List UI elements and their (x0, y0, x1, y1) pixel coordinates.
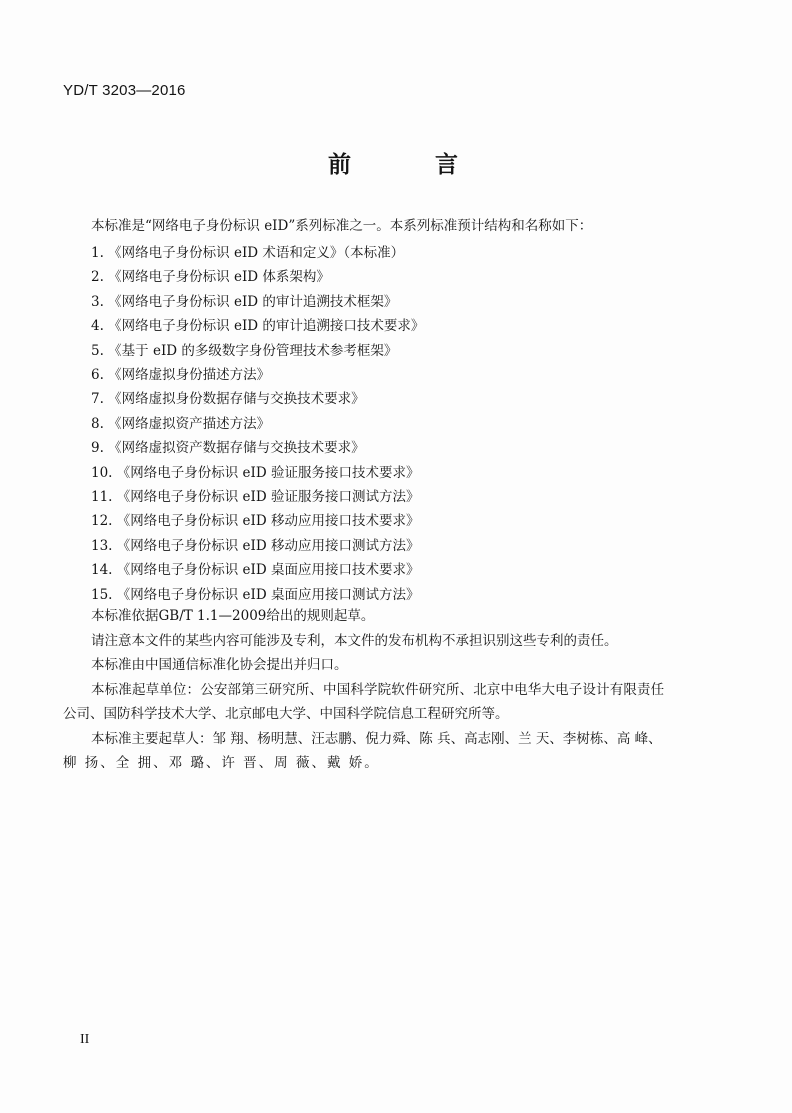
list-item: 2. 《网络电子身份标识 eID 体系架构》 (91, 269, 330, 286)
list-item: 11. 《网络电子身份标识 eID 验证服务接口测试方法》 (91, 489, 420, 505)
list-item: 10. 《网络电子身份标识 eID 验证服务接口技术要求》 (91, 464, 420, 481)
drafting-units-line2: 公司、国防科学技术大学、北京邮电大学、中国科学院信息工程研究所等。 (63, 706, 509, 722)
list-item: 5. 《基于 eID 的多级数字身份管理技术参考框架》 (91, 342, 398, 359)
list-item: 3. 《网络电子身份标识 eID 的审计追溯技术框架》 (91, 293, 398, 310)
drafters-line1: 本标准主要起草人：邹 翔、杨明慧、汪志鹏、倪力舜、陈 兵、高志刚、兰 天、李树栋、高 峰、 (91, 731, 662, 747)
list-item: 14. 《网络电子身份标识 eID 桌面应用接口技术要求》 (91, 562, 420, 579)
intro-paragraph: 本标准是“网络电子身份标识 eID”系列标准之一。本系列标准预计结构和名称如下： (91, 218, 593, 234)
list-item: 1. 《网络电子身份标识 eID 术语和定义》（本标准） (91, 245, 405, 261)
list-item: 4. 《网络电子身份标识 eID 的审计追溯接口技术要求》 (91, 318, 425, 335)
list-item: 6. 《网络虚拟身份描述方法》 (91, 367, 271, 383)
list-item: 7. 《网络虚拟身份数据存储与交换技术要求》 (91, 391, 365, 408)
list-item: 9. 《网络虚拟资产数据存储与交换技术要求》 (91, 440, 365, 457)
list-item: 12. 《网络电子身份标识 eID 移动应用接口技术要求》 (91, 513, 420, 530)
drafters-line2: 柳 扬、全 拥、邓 璐、许 晋、周 薇、戴 娇。 (63, 755, 380, 771)
list-item: 15. 《网络电子身份标识 eID 桌面应用接口测试方法》 (91, 586, 420, 603)
page-title: 前 言 (328, 152, 497, 178)
list-item: 13. 《网络电子身份标识 eID 移动应用接口测试方法》 (91, 537, 420, 554)
standard-code: YD/T 3203—2016 (63, 82, 186, 99)
patent-notice-paragraph: 请注意本文件的某些内容可能涉及专利，本文件的发布机构不承担识别这些专利的责任。 (91, 633, 618, 649)
drafting-units-line1: 本标准起草单位：公安部第三研究所、中国科学院软件研究所、北京中电华大电子设计有限责任 (91, 682, 665, 698)
page-number: II (80, 1032, 90, 1047)
list-item: 8. 《网络虚拟资产描述方法》 (91, 415, 271, 432)
drafting-rule-paragraph: 本标准依据GB/T 1.1—2009给出的规则起草。 (91, 608, 375, 624)
proposer-paragraph: 本标准由中国通信标准化协会提出并归口。 (91, 657, 348, 673)
